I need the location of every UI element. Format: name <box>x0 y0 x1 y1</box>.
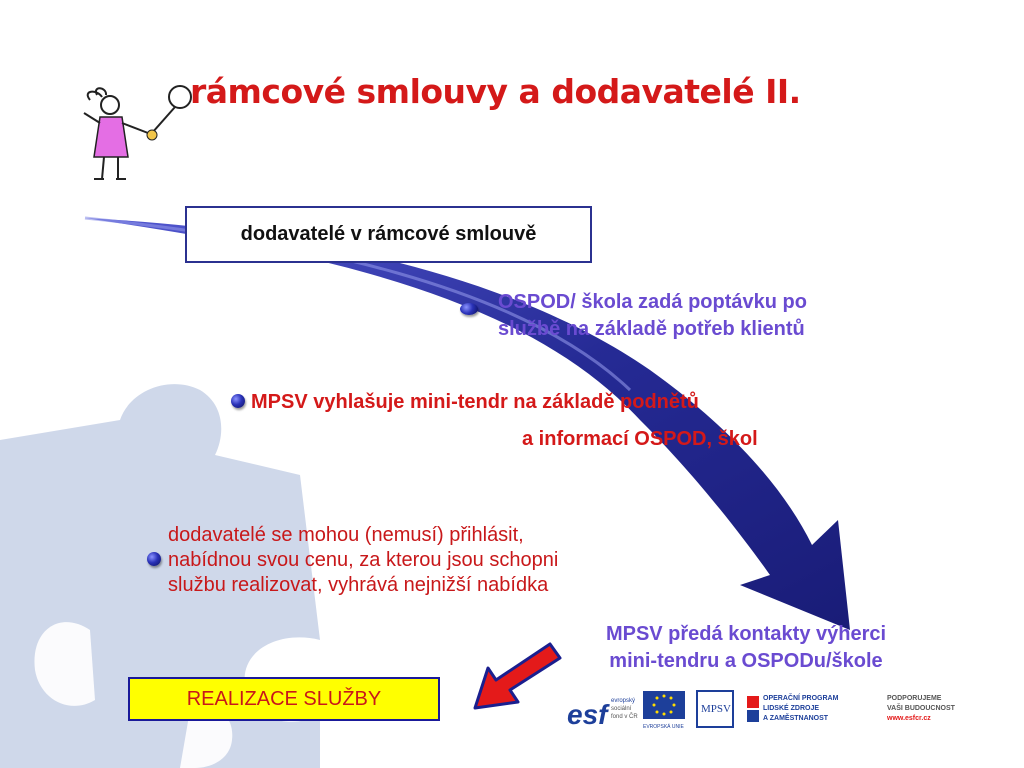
bullet-icon <box>147 552 161 566</box>
mpsv-line-1: MPSV vyhlašuje mini-tendr na základě podnětů <box>251 391 699 413</box>
heading-box: dodavatelé v rámcové smlouvě <box>185 206 592 263</box>
suppliers-line-2: nabídnou svou cenu, za kterou jsou schopni <box>168 549 559 571</box>
bullet-icon <box>460 303 478 315</box>
bullet-icon <box>231 394 245 408</box>
eu-flag-logo <box>643 691 685 730</box>
ospod-line-2: službě na základě potřeb klientů <box>498 318 805 340</box>
result-box: REALIZACE SLUŽBY <box>128 677 440 721</box>
svg-text:www.esfcr.cz: www.esfcr.cz <box>887 715 931 722</box>
svg-text:fond v ČR: fond v ČR <box>611 714 638 720</box>
support-slogan <box>886 695 956 722</box>
final-step-line-1: MPSV předá kontakty výherci <box>605 623 887 645</box>
svg-text:A ZAMĚSTNANOST: A ZAMĚSTNANOST <box>763 715 829 722</box>
red-arrow-icon <box>470 640 565 715</box>
svg-text:esf: esf <box>567 699 608 730</box>
svg-text:LIDSKÉ ZDROJE: LIDSKÉ ZDROJE <box>763 705 820 712</box>
svg-text:OPERAČNÍ PROGRAM: OPERAČNÍ PROGRAM <box>763 695 839 702</box>
final-step-line-2: mini-tendru a OSPODu/škole <box>609 650 883 672</box>
final-step-text <box>560 621 932 675</box>
mpsv-line-2: a informací OSPOD, škol <box>522 428 758 450</box>
suppliers-line-3: službu realizovat, vyhrává nejnižší nabídka <box>168 574 549 596</box>
slide-title: rámcové smlouvy a dodavatelé II. <box>190 72 801 111</box>
svg-text:EVROPSKÁ UNIE: EVROPSKÁ UNIE <box>643 724 684 730</box>
svg-text:VAŠI BUDOUCNOST: VAŠI BUDOUCNOST <box>887 705 955 712</box>
svg-text:MPSV: MPSV <box>701 703 731 715</box>
suppliers-line-1: dodavatelé se mohou (nemusí) přihlásit, <box>168 524 524 546</box>
svg-text:sociální: sociální <box>611 706 632 712</box>
svg-text:PODPORUJEME: PODPORUJEME <box>887 695 942 702</box>
svg-text:evropský: evropský <box>611 698 636 704</box>
ospod-text <box>498 289 807 343</box>
logo-strip <box>565 688 985 734</box>
mpsv-logo <box>697 691 733 727</box>
ospod-line-1: OSPOD/ škola zadá poptávku po <box>498 291 807 313</box>
esf-logo <box>565 690 638 730</box>
suppliers-text <box>168 523 558 598</box>
op-lzz-logo <box>747 693 839 722</box>
girl-illustration <box>72 75 192 190</box>
